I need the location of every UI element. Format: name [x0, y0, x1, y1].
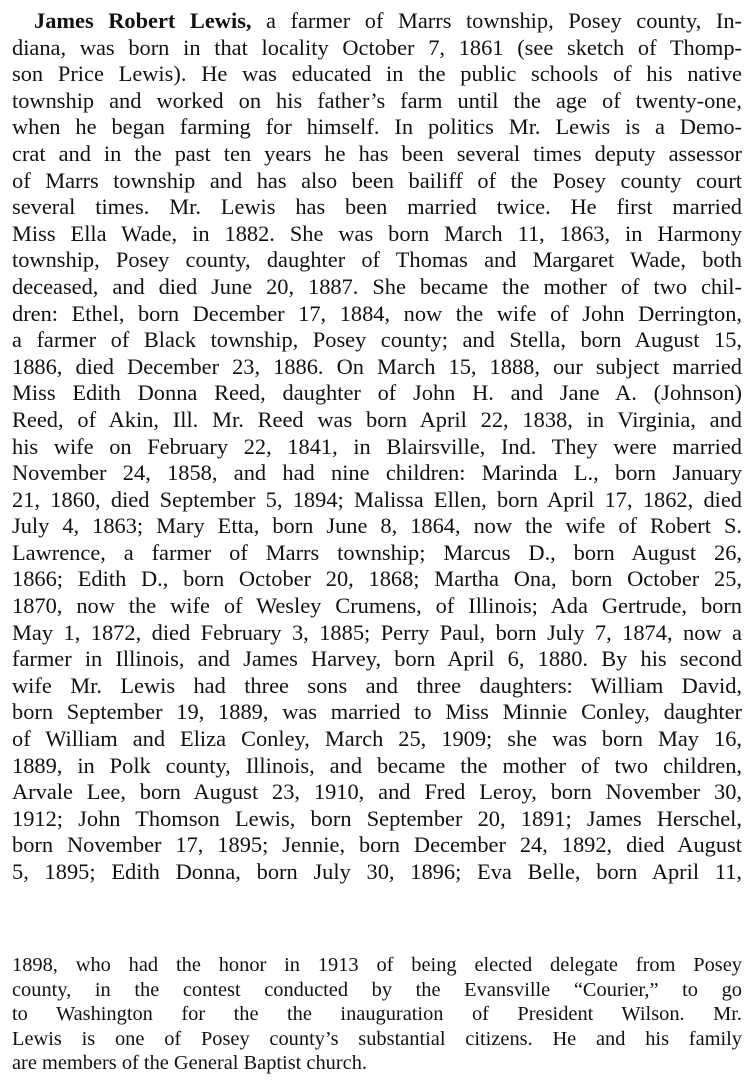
text-line: his wife on February 22, 1841, in Blairsville, Ind. They were married — [12, 433, 742, 459]
text-line: 1898, who had the honor in 1913 of being elected delegate from Posey — [12, 954, 742, 976]
text-line: Arvale Lee, born August 23, 1910, and Fred Leroy, born November 30, — [12, 779, 742, 805]
text-line: county, in the contest conducted by the Evansville “Courier,” to go — [12, 978, 742, 1001]
text-line: Reed, of Akin, Ill. Mr. Reed was born April 22, 1838, in Virginia, and — [12, 406, 742, 432]
text-line: a farmer of Black township, Posey county; and Stella, born August 15, — [12, 327, 742, 353]
text-line — [12, 8, 742, 35]
text-line-rest: a farmer of Marrs township, Posey county, In- — [251, 8, 742, 33]
text-line: 1870, now the wife of Wesley Crumens, of Illinois; Ada Gertrude, born — [12, 593, 742, 619]
text-line: farmer in Illinois, and James Harvey, born April 6, 1880. By his second — [12, 646, 742, 672]
subject-name: James Robert Lewis, — [34, 8, 252, 33]
text-line: deceased, and died June 20, 1887. She became the mother of two chil- — [12, 273, 742, 299]
text-line: born September 19, 1889, was married to Miss Minnie Conley, daughter — [12, 699, 742, 725]
text-line: township and worked on his father’s farm until the age of twenty-one, — [12, 87, 742, 113]
text-line: wife Mr. Lewis had three sons and three daughters: William David, — [12, 672, 742, 698]
text-line: 5, 1895; Edith Donna, born July 30, 1896; Eva Belle, born April 11, — [12, 859, 742, 884]
text-line: July 4, 1863; Mary Etta, born June 8, 1864, now the wife of Robert S. — [12, 513, 742, 539]
text-line: are members of the General Baptist church. — [12, 1052, 367, 1075]
text-line: May 1, 1872, died February 3, 1885; Perry Paul, born July 7, 1874, now a — [12, 619, 742, 645]
text-line: 1889, in Polk county, Illinois, and became the mother of two children, — [12, 752, 742, 778]
biography-continuation-text — [12, 953, 742, 1076]
text-line: to Washington for the the inauguration of President Wilson. Mr. — [12, 1003, 742, 1026]
text-line: son Price Lewis). He was educated in the public schools of his native — [12, 61, 742, 87]
text-line: Lewis is one of Posey county’s substantial citizens. He and his family — [12, 1027, 742, 1050]
text-line: Miss Edith Donna Reed, daughter of John H. and Jane A. (Johnson) — [12, 380, 742, 406]
text-line: 1866; Edith D., born October 20, 1868; Martha Ona, born October 25, — [12, 566, 742, 592]
text-line: born November 17, 1895; Jennie, born December 24, 1892, died August — [12, 832, 742, 858]
text-line: November 24, 1858, and had nine children: Marinda L., born January — [12, 460, 742, 486]
text-line: diana, was born in that locality October 7, 1861 (see sketch of Thomp- — [12, 34, 742, 60]
text-line: 1912; John Thomson Lewis, born September 20, 1891; James Herschel, — [12, 805, 742, 831]
text-line: 1886, died December 23, 1886. On March 15, 1888, our subject married — [12, 353, 742, 379]
text-line: when he began farming for himself. In politics Mr. Lewis is a Demo- — [12, 114, 742, 140]
text-line: dren: Ethel, born December 17, 1884, now the wife of John Derrington, — [12, 300, 742, 326]
text-line: several times. Mr. Lewis has been married twice. He first married — [12, 194, 742, 220]
text-line: crat and in the past ten years he has been several times deputy assessor — [12, 140, 742, 166]
text-line: 21, 1860, died September 5, 1894; Malissa Ellen, born April 17, 1862, died — [12, 486, 742, 512]
biography-main-text — [12, 8, 742, 886]
text-line: of William and Eliza Conley, March 25, 1909; she was born May 16, — [12, 726, 742, 752]
text-line: township, Posey county, daughter of Thomas and Margaret Wade, both — [12, 247, 742, 273]
text-line: Lawrence, a farmer of Marrs township; Marcus D., born August 26, — [12, 539, 742, 565]
text-line: of Marrs township and has also been bailiff of the Posey county court — [12, 167, 742, 193]
text-line: Miss Ella Wade, in 1882. She was born March 11, 1863, in Harmony — [12, 220, 742, 246]
